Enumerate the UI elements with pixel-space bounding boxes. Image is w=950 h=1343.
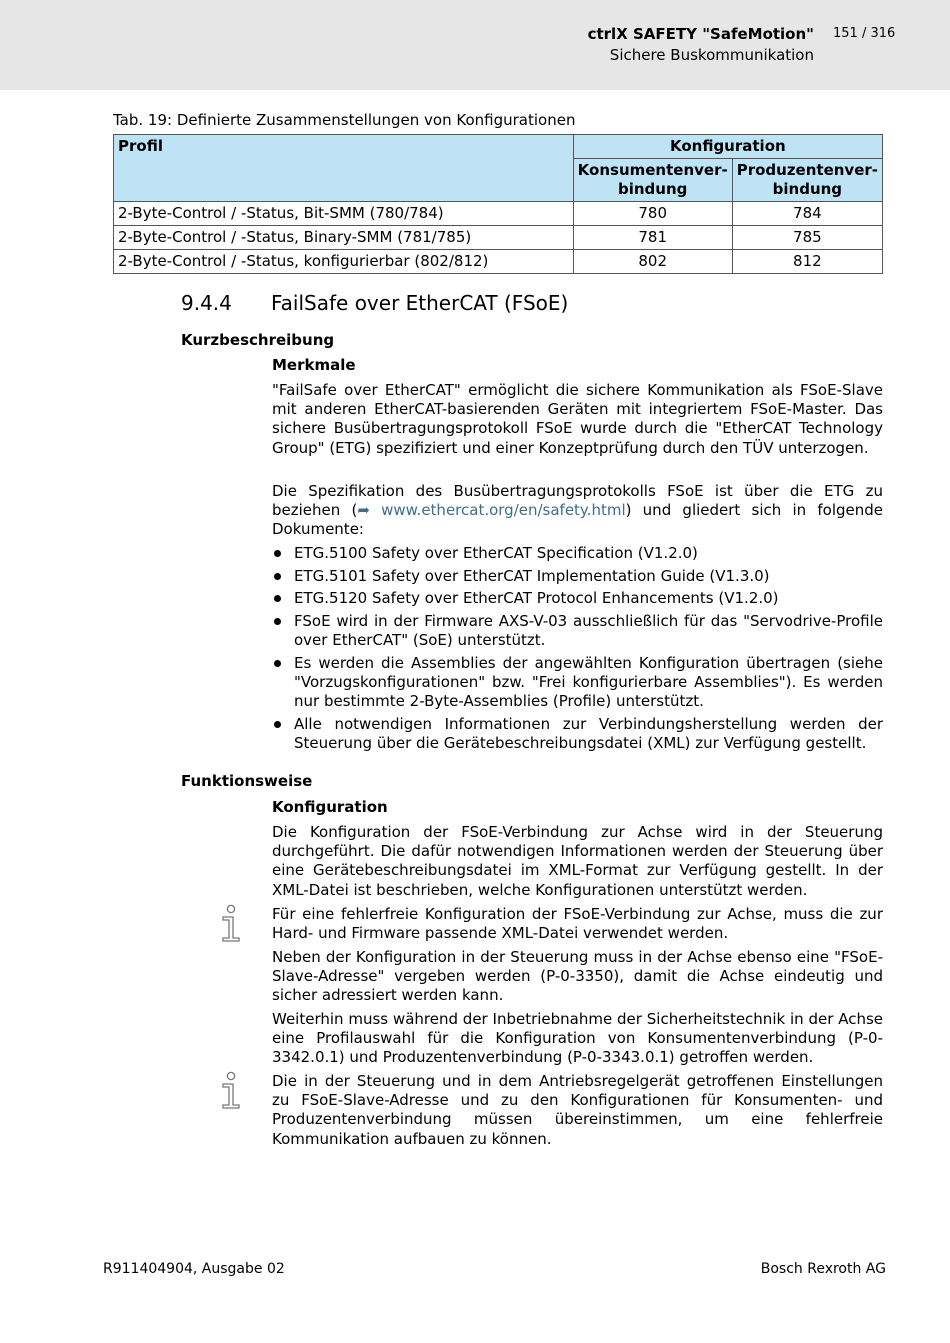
paragraph-konfiguration: Die Konfiguration der FSoE-Verbindung zur Achse wird in der Steuerung durchgeführt. Die dafür notwendigen Informationen werden der Steuerung über eine Gerätebeschreibungsdatei im XML-Format zur Verfügung gestellt. In der XML-Datei ist beschrieben, welche Konfigurationen unterstützt werden. bbox=[272, 823, 883, 899]
footer-company: Bosch Rexroth AG bbox=[760, 1261, 886, 1277]
cell-konsument: 781 bbox=[573, 226, 732, 250]
paragraph-profile-selection: Weiterhin muss während der Inbetriebnahme der Sicherheitstechnik in der Achse eine Profilauswahl für die Konfiguration von Konsumentenverbindung (P-0-3342.0.1) und Produzentenverbindung (P-0-3343.0.1) getroffen werden. bbox=[272, 1010, 883, 1067]
column-header-profil: Profil bbox=[114, 135, 574, 202]
heading-funktionsweise: Funktionsweise bbox=[181, 772, 313, 790]
note-xml-file: Für eine fehlerfreie Konfiguration der FSoE-Verbindung zur Achse, muss die zur Hard- und Firmware passende XML-Datei verwendet werden. bbox=[272, 905, 883, 943]
ethercat-safety-link[interactable]: ➦ www.ethercat.org/en/safety.html bbox=[357, 501, 626, 520]
cell-konsument: 780 bbox=[573, 202, 732, 226]
column-header-konsumentenverbindung: Konsumentenver- bindung bbox=[573, 159, 732, 202]
page-header bbox=[0, 0, 950, 90]
section-title: FailSafe over EtherCAT (FSoE) bbox=[271, 291, 569, 315]
paragraph-slave-address: Neben der Konfiguration in der Steuerung muss in der Achse ebenso eine "FSoE-Slave-Adresse" vergeben werden (P-0-3350), damit die Achse eindeutig und sicher adressiert werden kann. bbox=[272, 948, 883, 1005]
list-item: ETG.5101 Safety over EtherCAT Implementation Guide (V1.3.0) bbox=[272, 567, 883, 586]
heading-konfiguration: Konfiguration bbox=[272, 798, 388, 816]
cell-konsument: 802 bbox=[573, 250, 732, 274]
footer-document-number: R911404904, Ausgabe 02 bbox=[103, 1261, 285, 1277]
list-item: Es werden die Assemblies der angewählten Konfiguration übertragen (siehe "Vorzugskonfigurationen" bzw. "Frei konfigurierbare Assemblies"). Es werden nur bestimmte 2-Byte-Assemblies (Profile) unterstützt. bbox=[272, 654, 883, 712]
configuration-table bbox=[113, 134, 883, 274]
cell-profil: 2-Byte-Control / -Status, konfigurierbar (802/812) bbox=[114, 250, 574, 274]
feature-list bbox=[272, 544, 883, 757]
cell-profil: 2-Byte-Control / -Status, Binary-SMM (781/785) bbox=[114, 226, 574, 250]
page-number: 151 / 316 bbox=[833, 26, 896, 41]
cell-profil: 2-Byte-Control / -Status, Bit-SMM (780/784) bbox=[114, 202, 574, 226]
list-item: FSoE wird in der Firmware AXS-V-03 ausschließlich für das "Servodrive-Profile over EtherCAT" (SoE) unterstützt. bbox=[272, 612, 883, 650]
column-header-produzentenverbindung: Produzentenver- bindung bbox=[732, 159, 882, 202]
section-heading bbox=[181, 291, 568, 315]
table-row bbox=[114, 226, 883, 250]
table-caption: Tab. 19: Definierte Zusammenstellungen von Konfigurationen bbox=[113, 111, 576, 129]
list-item: Alle notwendigen Informationen zur Verbindungsherstellung werden der Steuerung über die Gerätebeschreibungsdatei (XML) zur Verfügung gestellt. bbox=[272, 715, 883, 753]
table-row bbox=[114, 250, 883, 274]
info-icon bbox=[220, 1071, 242, 1109]
section-number: 9.4.4 bbox=[181, 291, 232, 315]
info-icon bbox=[220, 904, 242, 942]
document-title: ctrlX SAFETY "SafeMotion" bbox=[587, 25, 814, 43]
cell-produzent: 812 bbox=[732, 250, 882, 274]
list-item: ETG.5100 Safety over EtherCAT Specification (V1.2.0) bbox=[272, 544, 883, 563]
heading-merkmale: Merkmale bbox=[272, 356, 356, 374]
column-header-konfiguration: Konfiguration bbox=[573, 135, 882, 159]
table-row bbox=[114, 202, 883, 226]
cell-produzent: 784 bbox=[732, 202, 882, 226]
paragraph-fsoe-intro: "FailSafe over EtherCAT" ermöglicht die sichere Kommunikation als FSoE-Slave mit anderen EtherCAT-basierenden Geräten mit integriertem FSoE-Master. Das sichere Busübertragungsprotokoll FSoE wurde durch die "EtherCAT Technology Group" (ETG) spezifiziert und einer Konzeptprüfung durch den TÜV unterzogen. bbox=[272, 381, 883, 457]
list-item: ETG.5120 Safety over EtherCAT Protocol Enhancements (V1.2.0) bbox=[272, 589, 883, 608]
cell-produzent: 785 bbox=[732, 226, 882, 250]
heading-kurzbeschreibung: Kurzbeschreibung bbox=[181, 331, 335, 349]
note-settings-match: Die in der Steuerung und in dem Antriebsregelgerät getroffenen Einstellungen zu FSoE-Slave-Adresse und zu den Konfigurationen für Konsumenten- und Produzentenverbindung müssen übereinstimmen, um eine fehlerfreie Kommunikation aufbauen zu können. bbox=[272, 1072, 883, 1148]
paragraph-specification: Die Spezifikation des Busübertragungsprotokolls FSoE ist über die ETG zu beziehen (➦ www.ethercat.org/en/safety.html) und gliedert sich in folgende Dokumente: bbox=[272, 482, 883, 539]
chapter-title: Sichere Buskommunikation bbox=[609, 46, 814, 64]
